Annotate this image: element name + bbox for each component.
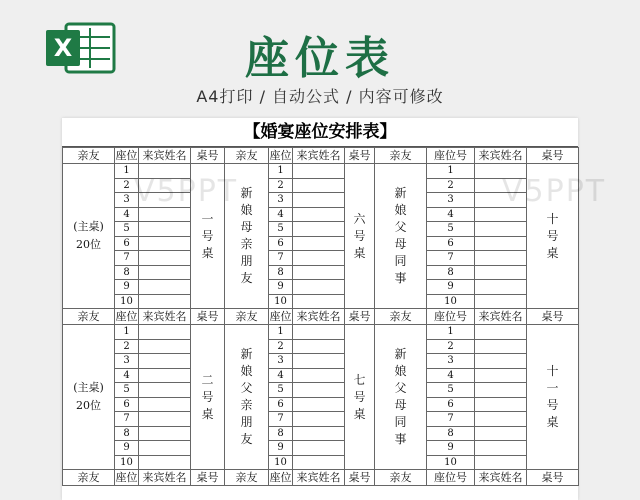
column-header: 来宾姓名: [293, 470, 345, 486]
column-header: 亲友: [63, 309, 115, 325]
relation-group-cell: 新娘父亲朋友: [225, 325, 269, 470]
seat-number: 2: [115, 178, 139, 193]
guest-name-cell[interactable]: [293, 368, 345, 383]
guest-name-cell[interactable]: [139, 222, 191, 237]
column-header: 座位: [269, 310, 292, 323]
table-row: [63, 426, 579, 441]
seat-number: 7: [115, 412, 139, 427]
seat-number: 6: [269, 236, 293, 251]
guest-name-cell[interactable]: [475, 339, 527, 354]
table-row: [63, 236, 579, 251]
column-header: 亲友: [63, 148, 115, 164]
guest-name-cell[interactable]: [139, 368, 191, 383]
guest-name-cell[interactable]: [139, 236, 191, 251]
spreadsheet-preview: [62, 118, 607, 500]
column-header: 来宾姓名: [139, 470, 191, 486]
guest-name-cell[interactable]: [139, 383, 191, 398]
guest-name-cell[interactable]: [293, 397, 345, 412]
guest-name-cell[interactable]: [475, 397, 527, 412]
seat-number: 2: [115, 339, 139, 354]
relation-group-cell: (主桌) 20位: [63, 325, 115, 470]
table-row: [63, 397, 579, 412]
guest-name-cell[interactable]: [139, 339, 191, 354]
seat-number: 3: [115, 193, 139, 208]
table-row: [63, 265, 579, 280]
seat-number: 1: [427, 325, 475, 340]
guest-name-cell[interactable]: [293, 207, 345, 222]
guest-name-cell[interactable]: [293, 426, 345, 441]
column-header: 座位: [269, 149, 292, 162]
seat-number: 8: [427, 265, 475, 280]
guest-name-cell[interactable]: [475, 354, 527, 369]
column-header: 桌号: [191, 470, 225, 486]
seat-number: 3: [115, 354, 139, 369]
column-header: 亲友: [225, 309, 269, 325]
guest-name-cell[interactable]: [293, 383, 345, 398]
column-header: 亲友: [225, 148, 269, 164]
seat-number: 6: [269, 397, 293, 412]
seat-number: 9: [115, 280, 139, 295]
column-header: 桌号: [527, 148, 579, 164]
table-number-cell: 七号桌: [345, 325, 375, 470]
guest-name-cell[interactable]: [475, 412, 527, 427]
guest-name-cell[interactable]: [139, 354, 191, 369]
guest-name-cell[interactable]: [475, 441, 527, 456]
guest-name-cell[interactable]: [139, 251, 191, 266]
column-header: 桌号: [191, 148, 225, 164]
sheet-title: 【婚宴座位安排表】: [62, 118, 578, 147]
seat-number: 10: [269, 294, 293, 309]
guest-name-cell[interactable]: [139, 265, 191, 280]
header-row: [63, 148, 579, 164]
seat-number: 9: [269, 280, 293, 295]
logo-letter: X: [53, 34, 73, 62]
seat-number: 4: [427, 207, 475, 222]
column-header: 亲友: [375, 309, 427, 325]
guest-name-cell[interactable]: [293, 251, 345, 266]
seat-number: 8: [427, 426, 475, 441]
guest-name-cell[interactable]: [293, 178, 345, 193]
guest-name-cell[interactable]: [293, 222, 345, 237]
guest-name-cell[interactable]: [139, 412, 191, 427]
column-header: 来宾姓名: [293, 309, 345, 325]
seat-number: 10: [427, 455, 475, 470]
seat-number: 4: [269, 368, 293, 383]
table-row: [63, 251, 579, 266]
guest-name-cell[interactable]: [139, 280, 191, 295]
column-header: 座位号: [427, 309, 475, 325]
column-header: 座位: [269, 471, 292, 484]
seat-number: 7: [269, 412, 293, 427]
column-header: 桌号: [527, 309, 579, 325]
guest-name-cell[interactable]: [475, 383, 527, 398]
column-header: 桌号: [345, 148, 375, 164]
column-header: 亲友: [375, 470, 427, 486]
watermark: V5PPT: [502, 174, 607, 209]
guest-name-cell[interactable]: [293, 265, 345, 280]
table-row: [63, 368, 579, 383]
table-number-cell: 一号桌: [191, 164, 225, 309]
seat-number: 6: [115, 236, 139, 251]
seat-number: 1: [115, 164, 139, 179]
relation-group-cell: 新娘父母同事: [375, 164, 427, 309]
seat-number: 4: [115, 207, 139, 222]
relation-group-cell: (主桌) 20位: [63, 164, 115, 309]
guest-name-cell[interactable]: [475, 236, 527, 251]
guest-name-cell[interactable]: [293, 294, 345, 309]
seat-number: 5: [269, 222, 293, 237]
seat-number: 1: [427, 164, 475, 179]
seat-number: 1: [269, 325, 293, 340]
guest-name-cell[interactable]: [139, 426, 191, 441]
column-header: 桌号: [527, 470, 579, 486]
column-header: 座位: [115, 149, 138, 162]
seat-number: 6: [427, 236, 475, 251]
column-header: 亲友: [63, 470, 115, 486]
guest-name-cell[interactable]: [475, 207, 527, 222]
seat-number: 3: [269, 354, 293, 369]
column-header: 来宾姓名: [475, 470, 527, 486]
page-title: 座位表: [245, 33, 395, 84]
header-row: [63, 309, 579, 325]
table-row: [63, 354, 579, 369]
seat-number: 10: [115, 294, 139, 309]
column-header: 座位号: [427, 470, 475, 486]
guest-name-cell[interactable]: [475, 251, 527, 266]
column-header: 来宾姓名: [139, 148, 191, 164]
seat-number: 9: [427, 441, 475, 456]
guest-name-cell[interactable]: [293, 193, 345, 208]
guest-name-cell[interactable]: [139, 397, 191, 412]
guest-name-cell[interactable]: [293, 412, 345, 427]
column-header: 来宾姓名: [139, 309, 191, 325]
guest-name-cell[interactable]: [293, 354, 345, 369]
guest-name-cell[interactable]: [293, 455, 345, 470]
seat-number: 3: [427, 193, 475, 208]
column-header: 座位: [115, 310, 138, 323]
seat-number: 10: [115, 455, 139, 470]
page-subtitle: A4打印 / 自动公式 / 内容可修改: [196, 87, 444, 106]
seat-number: 3: [427, 354, 475, 369]
column-header: 来宾姓名: [475, 148, 527, 164]
seat-number: 8: [269, 426, 293, 441]
table-row: [63, 383, 579, 398]
seat-number: 7: [427, 412, 475, 427]
seat-number: 6: [427, 397, 475, 412]
seat-number: 4: [427, 368, 475, 383]
table-row: [63, 441, 579, 456]
seat-number: 7: [427, 251, 475, 266]
table-number-cell: 二号桌: [191, 325, 225, 470]
relation-group-cell: 新娘父母同事: [375, 325, 427, 470]
header-row: [63, 470, 579, 486]
seat-number: 4: [269, 207, 293, 222]
guest-name-cell[interactable]: [475, 280, 527, 295]
guest-name-cell[interactable]: [139, 441, 191, 456]
seat-number: 2: [427, 339, 475, 354]
table-row: [63, 280, 579, 295]
table-row: [63, 325, 579, 340]
table-number-cell: 十一号桌: [527, 325, 579, 470]
guest-name-cell[interactable]: [475, 455, 527, 470]
seat-number: 9: [115, 441, 139, 456]
column-header: 桌号: [345, 309, 375, 325]
seat-number: 8: [269, 265, 293, 280]
column-header: 座位号: [427, 148, 475, 164]
column-header: 桌号: [191, 309, 225, 325]
guest-name-cell[interactable]: [293, 164, 345, 179]
seat-number: 6: [115, 397, 139, 412]
guest-name-cell[interactable]: [293, 280, 345, 295]
column-header: 桌号: [345, 470, 375, 486]
column-header: 来宾姓名: [293, 148, 345, 164]
seat-number: 5: [269, 383, 293, 398]
seat-number: 2: [269, 339, 293, 354]
column-header: 来宾姓名: [475, 309, 527, 325]
seat-number: 9: [269, 441, 293, 456]
table-row: [63, 455, 579, 470]
seat-number: 8: [115, 426, 139, 441]
seat-number: 7: [115, 251, 139, 266]
table-number-cell: 十号桌: [527, 164, 579, 309]
table-number-cell: 六号桌: [345, 164, 375, 309]
guest-name-cell[interactable]: [475, 426, 527, 441]
seat-number: 5: [115, 383, 139, 398]
table-row: [63, 339, 579, 354]
guest-name-cell[interactable]: [475, 294, 527, 309]
guest-name-cell[interactable]: [139, 325, 191, 340]
seat-number: 9: [427, 280, 475, 295]
guest-name-cell[interactable]: [293, 236, 345, 251]
seat-number: 2: [269, 178, 293, 193]
seat-number: 5: [427, 383, 475, 398]
guest-name-cell[interactable]: [293, 441, 345, 456]
guest-name-cell[interactable]: [475, 325, 527, 340]
table-row: [63, 412, 579, 427]
seat-number: 7: [269, 251, 293, 266]
relation-group-cell: 新娘母亲朋友: [225, 164, 269, 309]
seat-number: 8: [115, 265, 139, 280]
guest-name-cell[interactable]: [293, 339, 345, 354]
column-header: 亲友: [375, 148, 427, 164]
seat-number: 10: [269, 455, 293, 470]
table-row: [63, 294, 579, 309]
column-header: 亲友: [225, 470, 269, 486]
seat-number: 1: [115, 325, 139, 340]
table-row: [63, 207, 579, 222]
guest-name-cell[interactable]: [475, 222, 527, 237]
banner: [0, 0, 640, 112]
seat-number: 3: [269, 193, 293, 208]
seat-number: 2: [427, 178, 475, 193]
seat-number: 1: [269, 164, 293, 179]
table-row: [63, 222, 579, 237]
watermark: V5PPT: [134, 174, 239, 209]
guest-name-cell[interactable]: [139, 455, 191, 470]
guest-name-cell[interactable]: [475, 368, 527, 383]
seat-number: 10: [427, 294, 475, 309]
seat-number: 5: [115, 222, 139, 237]
guest-name-cell[interactable]: [139, 294, 191, 309]
guest-name-cell[interactable]: [475, 265, 527, 280]
seat-number: 4: [115, 368, 139, 383]
seat-number: 5: [427, 222, 475, 237]
column-header: 座位: [115, 471, 138, 484]
guest-name-cell[interactable]: [293, 325, 345, 340]
guest-name-cell[interactable]: [139, 207, 191, 222]
